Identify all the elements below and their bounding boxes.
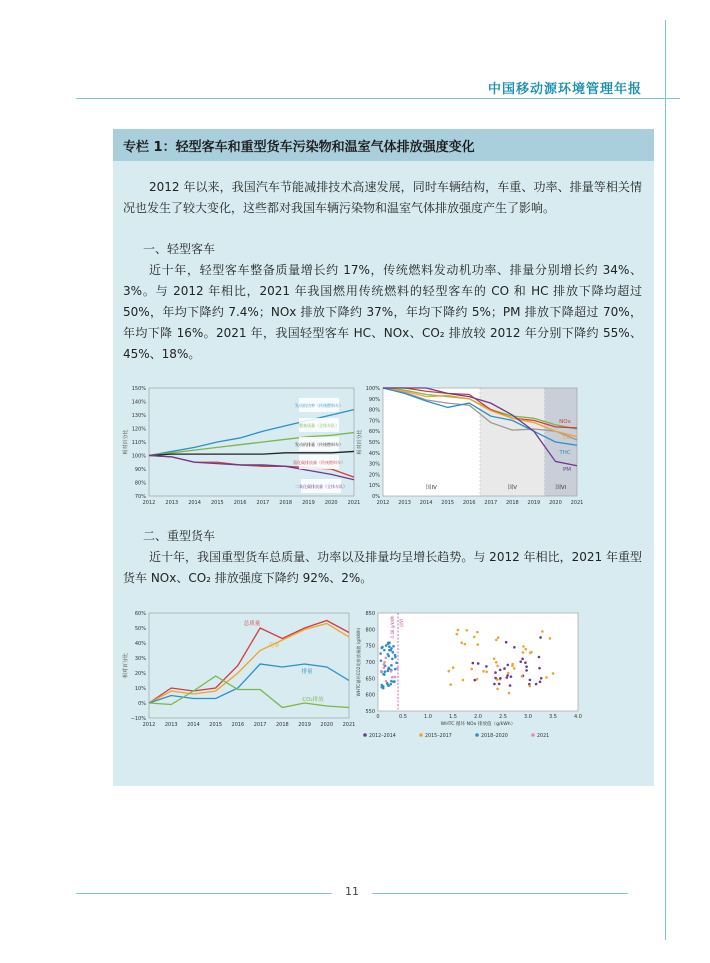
x-tick-label-9: 2021 <box>570 500 584 506</box>
chart-lcv-attributes-svg <box>119 379 369 514</box>
scatter-point <box>513 667 516 670</box>
series-label-1: CO <box>562 435 572 441</box>
y-tick-label-2: 20% <box>368 472 380 479</box>
scatter-point <box>499 669 502 672</box>
y-tick-label-3: 20% <box>134 671 146 677</box>
scatter-point <box>476 643 479 646</box>
column-box-header <box>113 129 654 161</box>
stage-label-2: 国VI <box>555 485 567 491</box>
series-line-1 <box>149 624 349 704</box>
y-tick-label-0: −10% <box>130 716 146 722</box>
y-tick-label-6: 60% <box>368 429 380 436</box>
x-tick-label-8: 2020 <box>320 722 334 728</box>
x-tick-label-2: 2014 <box>187 722 200 728</box>
y-tick-label-0: 0% <box>372 494 380 500</box>
scatter-point <box>464 643 467 646</box>
limit-line-value-0: 0.46 g/kWh <box>390 615 395 639</box>
running-header-title: 中国移动源环境管理年报 <box>487 82 642 97</box>
y-tick-label-7: 70% <box>368 418 380 425</box>
stage-band-2 <box>545 388 577 496</box>
x-tick-label-2: 2014 <box>419 500 433 506</box>
scatter-point <box>390 649 393 652</box>
y-tick-label-6: 50% <box>134 626 146 632</box>
x-tick-label-7: 3.5 <box>549 714 557 720</box>
scatter-point <box>394 676 397 679</box>
scatter-point <box>472 662 475 665</box>
legend-marker-1 <box>419 733 423 737</box>
scatter-point <box>549 637 552 640</box>
y-tick-label-1: 80% <box>134 480 146 487</box>
y-tick-label-1: 0% <box>138 701 146 707</box>
scatter-point <box>385 644 388 647</box>
scatter-point <box>522 645 525 648</box>
stage-label-0: 国IV <box>426 485 437 491</box>
y-tick-label-3: 30% <box>368 461 380 468</box>
series-label-4: 二氧化碳排放量（全体车队） <box>295 484 347 489</box>
scatter-point <box>494 671 497 674</box>
scatter-point <box>524 648 527 651</box>
scatter-point <box>455 633 458 636</box>
series-label-0: NOx <box>559 419 571 425</box>
scatter-point <box>498 683 501 686</box>
x-tick-label-5: 2.5 <box>499 714 507 720</box>
series-label-2: 发动机排量（传统燃料车） <box>295 442 343 447</box>
x-tick-label-8: 2020 <box>549 500 562 506</box>
y-tick-label-4: 750 <box>365 643 375 650</box>
scatter-point <box>395 661 398 664</box>
x-tick-label-2: 2014 <box>188 500 201 506</box>
y-tick-label-8: 80% <box>368 407 380 414</box>
x-tick-label-3: 2015 <box>209 722 223 728</box>
y-tick-label-5: 800 <box>365 627 375 634</box>
legend-label-2: 2018–2020 <box>481 734 508 739</box>
y-tick-label-4: 40% <box>368 450 380 457</box>
scatter-point <box>521 675 524 678</box>
series-label-3: PM <box>562 467 572 473</box>
y-tick-label-3: 100% <box>131 453 146 460</box>
scatter-point <box>528 685 531 688</box>
y-tick-label-0: 70% <box>134 494 146 500</box>
stage-label-1: 国V <box>507 485 517 491</box>
scatter-point <box>505 641 508 644</box>
chart-lcv-emissions <box>357 379 596 518</box>
scatter-point <box>539 636 542 639</box>
scatter-point <box>476 678 479 681</box>
y-tick-label-5: 50% <box>368 440 380 446</box>
stage-band-1 <box>480 388 545 496</box>
scatter-point <box>465 629 468 632</box>
scatter-point <box>495 661 498 664</box>
scatter-point <box>387 655 390 658</box>
scatter-point <box>381 684 384 687</box>
scatter-point <box>452 666 455 669</box>
scatter-point <box>545 676 548 679</box>
scatter-point <box>495 639 498 642</box>
chart-hdt-scatter <box>353 605 593 744</box>
series-label-2: 排量 <box>301 669 313 675</box>
x-tick-label-2: 1.0 <box>424 714 432 720</box>
x-tick-label-9: 2021 <box>342 722 356 728</box>
scatter-point <box>383 661 386 664</box>
scatter-point <box>379 652 382 655</box>
y-tick-label-10: 100% <box>365 386 380 392</box>
x-tick-label-0: 2012 <box>376 500 390 506</box>
footer-rule-right <box>372 893 628 894</box>
chart-lcv-emissions-svg <box>357 379 596 514</box>
scatter-point <box>396 667 399 670</box>
y-tick-label-6: 850 <box>365 611 375 617</box>
intro-paragraph: 2012 年以来，我国汽车节能减排技术高速发展，同时车辆结构，车重、功率、排量等相关情况也发生了较大变化，这些都对我国车辆污染物和温室气体排放强度产生了影响。 <box>123 180 642 215</box>
y-axis-label: 相对百分比 <box>123 429 129 455</box>
series-label-0: 发动机功率（传统燃料车） <box>295 403 343 408</box>
scatter-point <box>485 670 488 673</box>
x-tick-label-3: 2015 <box>210 500 224 506</box>
scatter-point <box>538 656 541 659</box>
scatter-point <box>389 683 392 686</box>
y-tick-label-1: 600 <box>365 692 375 699</box>
scatter-point <box>449 683 452 686</box>
x-tick-label-9: 2021 <box>347 500 361 506</box>
scatter-point <box>485 665 488 668</box>
scatter-point <box>383 667 386 670</box>
y-tick-label-4: 30% <box>134 656 146 662</box>
x-tick-label-1: 2013 <box>398 500 411 506</box>
series-label-1: 功率 <box>268 643 280 649</box>
scatter-point <box>541 630 544 633</box>
scatter-point <box>457 629 460 632</box>
scatter-point <box>496 687 499 690</box>
y-tick-label-2: 90% <box>134 467 146 473</box>
scatter-point <box>447 670 450 673</box>
y-tick-label-0: 550 <box>365 709 375 715</box>
y-tick-label-2: 650 <box>365 676 375 683</box>
x-axis-label: WHTC 循环 NOx 排放值（g/kWh） <box>440 722 516 727</box>
y-tick-label-1: 10% <box>368 483 380 490</box>
scatter-point <box>508 692 511 695</box>
scatter-point <box>538 667 541 670</box>
series-label-2: THC <box>559 450 571 456</box>
scatter-point <box>510 675 513 678</box>
y-tick-label-8: 150% <box>131 386 146 392</box>
y-tick-label-7: 140% <box>131 399 146 406</box>
x-tick-label-5: 2017 <box>253 722 267 728</box>
scatter-point <box>503 667 506 670</box>
scatter-point <box>392 645 395 648</box>
limit-line-label-0: 国VI <box>399 619 404 627</box>
scatter-point <box>473 636 476 639</box>
scatter-point <box>524 661 527 664</box>
plot-frame <box>378 613 578 711</box>
x-tick-label-0: 2012 <box>142 500 156 506</box>
scatter-point <box>529 652 532 655</box>
scatter-point <box>539 680 542 683</box>
column-box-title: 专栏 1：轻型客车和重型货车污染物和温室气体排放强度变化 <box>123 140 475 155</box>
legend-label-0: 2012–2014 <box>369 734 396 739</box>
scatter-point <box>476 631 479 634</box>
scatter-point <box>381 646 384 649</box>
scatter-point <box>525 665 528 668</box>
scatter-point <box>497 636 500 639</box>
scatter-point <box>380 670 383 673</box>
x-tick-label-1: 2013 <box>164 722 178 728</box>
x-tick-label-0: 2012 <box>142 722 156 728</box>
scatter-point <box>388 645 391 648</box>
y-axis-label: 相对百分比 <box>123 652 129 679</box>
legend-label-1: 2015–2017 <box>425 734 452 739</box>
x-tick-label-6: 2018 <box>279 500 293 506</box>
y-axis-label: WHTC循环CO2比排放量值 (g/kWh) <box>356 627 361 697</box>
section2-paragraph: 近十年，我国重型货车总质量、功率以及排量均呈增长趋势。与 2012 年相比，2021 年重型货车 NOx、CO₂ 排放强度下降约 92%、2%。 <box>123 550 642 585</box>
legend-marker-0 <box>363 733 367 737</box>
x-tick-label-6: 2018 <box>505 500 519 506</box>
y-tick-label-6: 130% <box>131 413 146 419</box>
y-tick-label-5: 40% <box>134 641 146 647</box>
scatter-point <box>552 672 555 675</box>
scatter-point <box>391 676 394 679</box>
header-rule <box>76 98 680 99</box>
x-tick-label-1: 0.5 <box>399 714 407 720</box>
series-label-0: 总质量 <box>243 621 261 627</box>
scatter-point <box>535 683 538 686</box>
scatter-point <box>494 677 497 680</box>
y-tick-label-5: 120% <box>131 426 146 433</box>
legend-marker-2 <box>475 733 479 737</box>
scatter-point <box>521 658 524 661</box>
scatter-point <box>511 663 514 666</box>
x-tick-label-7: 2019 <box>302 500 315 506</box>
y-tick-label-9: 90% <box>368 396 380 403</box>
x-tick-label-0: 0 <box>376 714 380 720</box>
scatter-point <box>385 680 388 683</box>
footer-rule-left <box>76 893 332 894</box>
scatter-point <box>507 672 510 675</box>
scatter-point <box>462 679 465 682</box>
scatter-point <box>380 659 383 662</box>
scatter-point <box>382 673 385 676</box>
scatter-point <box>394 654 397 657</box>
chart-lcv-attributes <box>119 379 369 518</box>
section2-heading: 二、重型货车 <box>143 529 216 543</box>
chart-hdt-attributes <box>119 605 364 739</box>
scatter-point <box>505 676 508 679</box>
scatter-point <box>385 657 388 660</box>
scatter-point <box>460 642 463 645</box>
scatter-point <box>383 649 386 652</box>
x-tick-label-6: 2018 <box>275 722 289 728</box>
x-tick-label-4: 2016 <box>233 500 247 506</box>
x-tick-label-6: 3.0 <box>524 714 532 720</box>
scatter-point <box>493 683 496 686</box>
scatter-point <box>493 657 496 660</box>
scatter-point <box>470 668 473 671</box>
scatter-point <box>391 658 394 661</box>
scatter-point <box>509 684 512 687</box>
scatter-point <box>387 667 390 670</box>
column-box <box>113 129 654 786</box>
scatter-point <box>529 679 532 682</box>
scatter-point <box>392 651 395 654</box>
scatter-point <box>387 642 390 645</box>
legend-label-3: 2021 <box>537 734 550 739</box>
series-label-1: 整备质量（全体车队） <box>299 423 339 428</box>
x-tick-label-7: 2019 <box>527 500 541 506</box>
scatter-point <box>382 687 385 690</box>
series-label-3: 氮化碳排放量（传统燃料车） <box>293 460 345 465</box>
y-tick-label-7: 60% <box>134 611 146 617</box>
x-tick-label-4: 2016 <box>462 500 476 506</box>
x-tick-label-7: 2019 <box>298 722 311 728</box>
scatter-point <box>390 670 393 673</box>
legend-marker-3 <box>531 733 535 737</box>
scatter-point <box>477 662 480 665</box>
x-tick-label-8: 4.0 <box>574 714 582 720</box>
section1-paragraph: 近十年，轻型客车整备质量增长约 17%，传统燃料发动机功率、排量分别增长约 34%、3%。与 2012 年相比，2021 年我国燃用传统燃料的轻型客车的 CO 和 HC 排放下降均超过 50%，年均下降约 7.4%；NOx 排放下降约 37%，年均下降约 5%；PM 排放下降超过 70%，年均下降 16%。2021 年，我国轻型客车 HC、NOx、CO₂ 排放较 2012 年分别下降约 55%、45%、18%。 <box>123 263 642 361</box>
x-tick-label-3: 1.5 <box>449 714 457 720</box>
x-tick-label-4: 2016 <box>231 722 245 728</box>
scatter-point <box>496 665 499 668</box>
page-number: 11 <box>345 885 359 898</box>
y-tick-label-3: 700 <box>365 660 375 666</box>
scatter-point <box>513 646 516 649</box>
y-axis-label: 相对百分比 <box>357 429 363 455</box>
x-tick-label-4: 2.0 <box>474 714 482 720</box>
section1-heading: 一、轻型客车 <box>143 242 216 256</box>
scatter-point <box>507 664 510 667</box>
scatter-point <box>390 664 393 667</box>
scatter-point <box>386 683 389 686</box>
right-margin-rule <box>665 20 666 940</box>
x-tick-label-5: 2017 <box>484 500 498 506</box>
y-tick-label-4: 110% <box>131 440 146 446</box>
y-tick-label-2: 10% <box>134 686 146 692</box>
series-label-3: CO₂排放 <box>302 697 324 703</box>
scatter-point <box>540 677 543 680</box>
scatter-point <box>522 651 525 654</box>
x-tick-label-5: 2017 <box>256 500 270 506</box>
scatter-point <box>482 670 485 673</box>
scatter-point <box>499 677 502 680</box>
chart-hdt-scatter-svg <box>353 605 593 740</box>
scatter-point <box>390 680 393 683</box>
chart-hdt-attributes-svg <box>119 605 364 735</box>
scatter-point <box>474 679 477 682</box>
scatter-point <box>519 660 522 663</box>
x-tick-label-1: 2013 <box>165 500 179 506</box>
scatter-point <box>384 670 387 673</box>
x-tick-label-8: 2020 <box>324 500 338 506</box>
scatter-point <box>525 669 528 672</box>
x-tick-label-3: 2015 <box>441 500 455 506</box>
